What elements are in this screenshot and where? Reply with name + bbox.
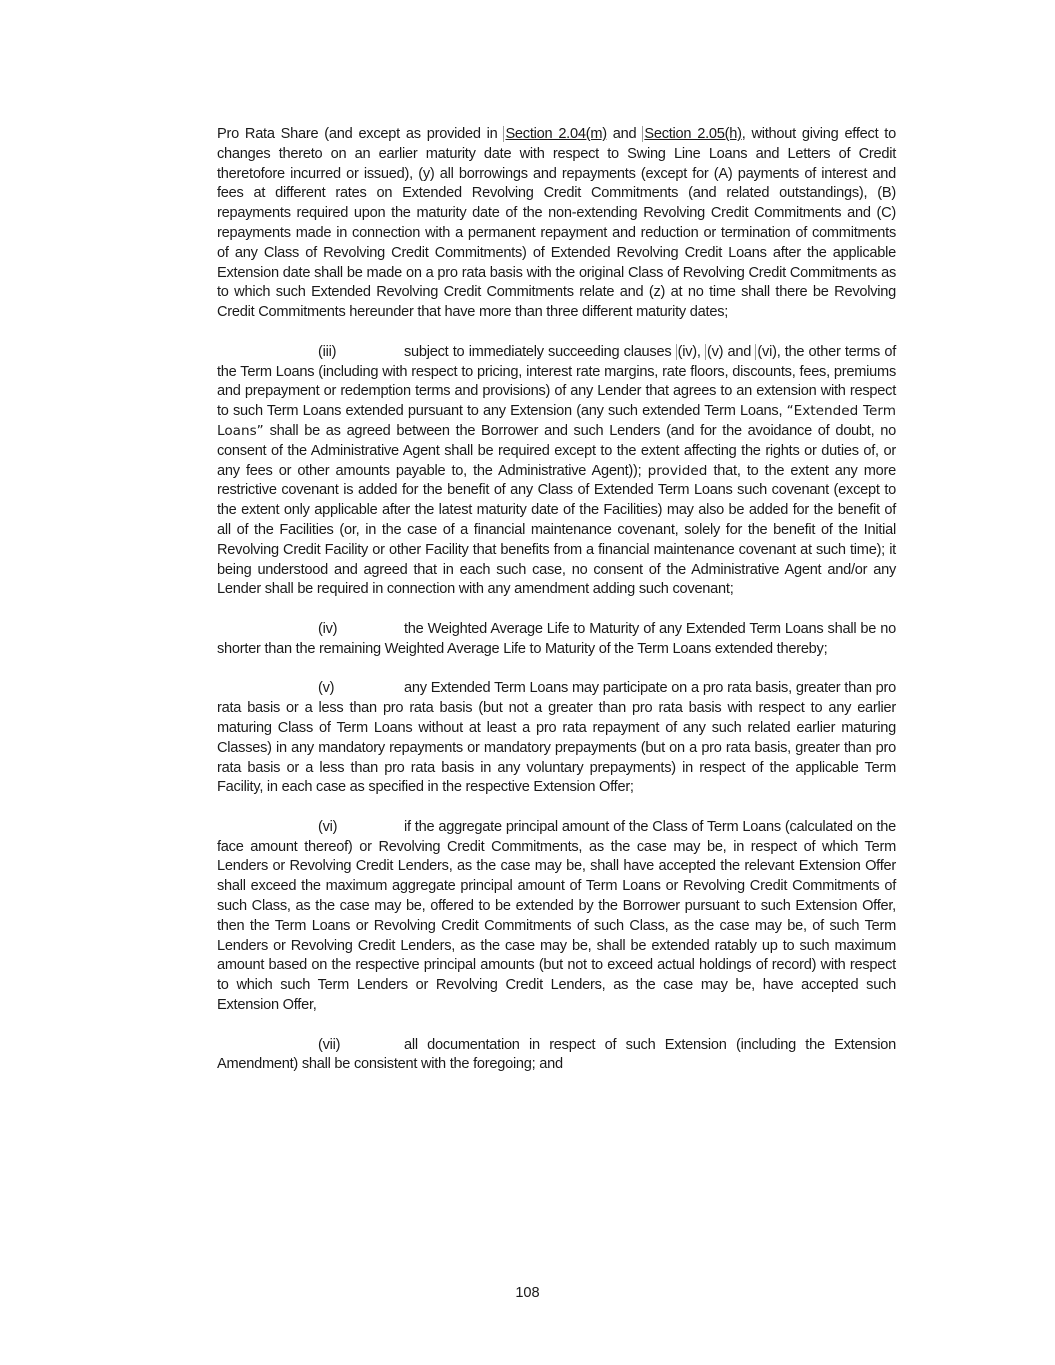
clause-number: (iv) [318, 620, 338, 637]
clause-v [217, 679, 896, 798]
clause-number: (vi) [318, 818, 338, 835]
clause-iii [217, 343, 896, 600]
clause-number: (vii) [318, 1036, 341, 1053]
clause-vi [217, 818, 896, 1016]
paragraph-pro-rata-share [217, 125, 896, 323]
clause-text: the Weighted Average Life to Maturity of any Extended Term Loans shall be no shorter than the remaining Weighted Average Life to Maturity of the Term Loans extended thereby; [217, 620, 896, 657]
section-2-04-m-link[interactable]: Section 2.04(m) [505, 126, 607, 142]
clause-text: , [696, 343, 705, 360]
paragraph-text: and [606, 126, 643, 142]
page-number: 108 [515, 1285, 540, 1301]
clause-iv [217, 620, 896, 660]
clause-text: and [723, 343, 756, 360]
provided-term: provided [647, 462, 708, 479]
clause-v-reference[interactable]: (v) [707, 343, 724, 360]
clause-iv-reference[interactable]: (iv) [677, 343, 697, 360]
clause-text: shall be as agreed between the Borrower and such Lenders (and for the avoidance of doubt, no consent of the Administrative Agent shall be required except to the extent affecting the rights or duties of, or any fees or other amounts payable to, the Administrative Agent)); [217, 422, 896, 479]
clause-vi-reference[interactable]: (vi) [757, 343, 777, 360]
paragraph-text: , without giving effect to changes thereto on an earlier maturity date with respect to Swing Line Loans and Letters of Credit theretofore incurred or issued), (y) all borrowings and repayments (except for (A) payments of interest and fees at different rates on Extended Revolving Credit Commitments (and related outstandings), (B) repayments required upon the maturity date of the non-extending Revolving Credit Commitments and (C) repayments made in connection with a permanent repayment and reduction or termination of commitments of any Class of Revolving Credit Commitments) of Extended Revolving Credit Loans after the applicable Extension date shall be made on a pro rata basis with the original Class of Revolving Credit Commitments as to which such Extended Revolving Credit Commitments relate and (z) at no time shall there be Revolving Credit Commitments hereunder that have more than three different maturity dates; [217, 126, 896, 321]
document-body [217, 125, 896, 1095]
clause-number: (v) [318, 680, 335, 697]
section-2-05-h-link[interactable]: Section 2.05(h) [644, 126, 742, 142]
clause-text: , the other terms of the Term Loans (including with respect to pricing, interest rate margins, rate floors, discounts, fees, premiums and prepayment or redemption terms and provisions) of any Lender that agrees to an extension with respect to such Term Loans extended pursuant to any Extension (any such extended Term Loans, [217, 343, 897, 420]
defined-term-extended-term-loans: “Extended Term Loans” [217, 403, 897, 439]
clause-text: subject to immediately succeeding clauses [404, 343, 676, 360]
paragraph-text: Pro Rata Share (and except as provided in [217, 126, 504, 142]
clause-text: all documentation in respect of such Extension (including the Extension Amendment) shall be consistent with the foregoing; and [217, 1036, 896, 1073]
clause-text: any Extended Term Loans may participate on a pro rata basis, greater than pro rata basis or a less than pro rata basis (but not a greater than pro rata basis with respect to any earlier maturing Class of Term Loans without at least a pro rata repayment of any such related earlier maturing Classes) in any mandatory repayments or mandatory prepayments (but on a pro rata basis, greater than pro rata basis or a less than pro rata basis in any voluntary prepayments) in respect of the applicable Term Facility, in each case as specified in the respective Extension Offer; [217, 680, 896, 796]
clause-text: that, to the extent any more restrictive covenant is added for the benefit of any Class of Extended Term Loans such covenant (except to the extent only applicable after the latest maturity date of the Facilities) may also be added for the benefit of all of the Facilities (or, in the case of a financial maintenance covenant, solely for the benefit of the Initial Revolving Credit Facility or other Facility that benefits from a financial maintenance covenant at such time); it being understood and agreed that in each such case, no consent of the Administrative Agent and/or any Lender shall be required in connection with any amendment adding such covenant; [217, 462, 896, 598]
clause-number: (iii) [318, 343, 337, 360]
clause-text: if the aggregate principal amount of the Class of Term Loans (calculated on the face amount thereof) or Revolving Credit Commitments, as the case may be, in respect of which Term Lenders or Revolving Credit Lenders, as the case may be, shall have accepted the relevant Extension Offer shall exceed the maximum aggregate principal amount of Term Loans or Revolving Credit Commitments of such Class, as the case may be, offered to be extended by the Borrower pursuant to such Extension Offer, then the Term Loans or Revolving Credit Commitments of such Class, as the case may be, of such Term Lenders or Revolving Credit Lenders, as the case may be, shall be extended ratably up to such maximum amount based on the respective principal amounts (but not to exceed actual holdings of record) with respect to which such Term Lenders or Revolving Credit Lenders, as the case may be, have accepted such Extension Offer, [217, 818, 896, 1014]
clause-vii [217, 1036, 896, 1076]
